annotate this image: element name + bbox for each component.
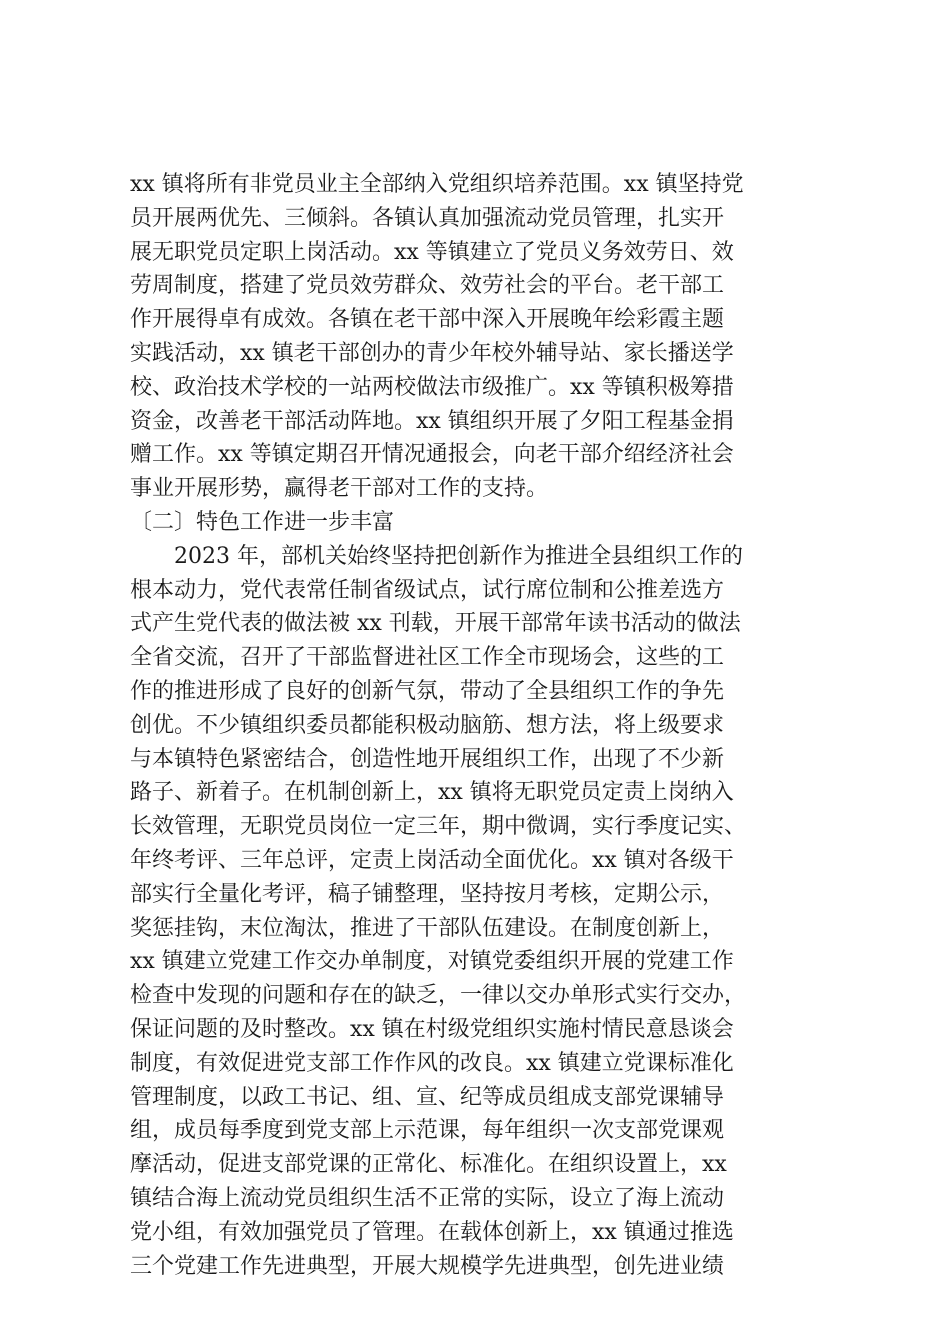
text-line: 校、政治技术学校的一站两校做法市级推广。xx 等镇积极筹措 — [130, 374, 734, 400]
text-line: xx 镇建立党建工作交办单制度，对镇党委组织开展的党建工作 — [130, 949, 734, 975]
text-line: 摩活动，促进支部党课的正常化、标准化。在组织设置上，xx — [130, 1152, 727, 1178]
text-line: 员开展两优先、三倾斜。各镇认真加强流动党员管理，扎实开 — [130, 205, 725, 231]
text-line: 部实行全量化考评，稿子铺整理，坚持按月考核，定期公示， — [130, 881, 725, 907]
text-line: 劳周制度，搭建了党员效劳群众、效劳社会的平台。老干部工 — [130, 273, 725, 299]
text-line: xx 镇将所有非党员业主全部纳入党组织培养范围。xx 镇坚持党 — [130, 172, 744, 197]
text-line: 制度，有效促进党支部工作作风的改良。xx 镇建立党课标准化 — [130, 1050, 734, 1076]
text-line: 三个党建工作先进典型，开展大规模学先进典型，创先进业绩 — [130, 1253, 725, 1279]
text-line: 2023 年，部机关始终坚持把创新作为推进全县组织工作的 — [130, 543, 743, 569]
text-line: 与本镇特色紧密结合，创造性地开展组织工作，出现了不少新 — [130, 746, 725, 772]
text-line: 年终考评、三年总评，定责上岗活动全面优化。xx 镇对各级干 — [130, 847, 734, 873]
text-line: 事业开展形势，赢得老干部对工作的支持。 — [130, 476, 549, 502]
text-line: 作的推进形成了良好的创新气氛，带动了全县组织工作的争先 — [130, 678, 725, 704]
document-body — [130, 168, 820, 1283]
text-line: 党小组，有效加强党员了管理。在载体创新上，xx 镇通过推选 — [130, 1219, 734, 1245]
text-line: 根本动力，党代表常任制省级试点，试行席位制和公推差选方 — [130, 577, 725, 603]
text-line: 组，成员每季度到党支部上示范课，每年组织一次支部党课观 — [130, 1118, 725, 1144]
text-line: 实践活动，xx 镇老干部创办的青少年校外辅导站、家长播送学 — [130, 340, 734, 366]
text-line: 展无职党员定职上岗活动。xx 等镇建立了党员义务效劳日、效 — [130, 239, 734, 265]
text-line: 全省交流，召开了干部监督进社区工作全市现场会，这些的工 — [130, 645, 725, 671]
text-line: 资金，改善老干部活动阵地。xx 镇组织开展了夕阳工程基金捐 — [130, 408, 734, 434]
section-heading — [130, 506, 820, 540]
section-heading-text: 〔二〕特色工作进一步丰富 — [130, 509, 395, 535]
text-line: 赠工作。xx 等镇定期召开情况通报会，向老干部介绍经济社会 — [130, 442, 734, 468]
text-line: 镇结合海上流动党员组织生活不正常的实际，设立了海上流动 — [130, 1185, 725, 1211]
text-line: 管理制度，以政工书记、组、宣、纪等成员组成支部党课辅导 — [130, 1084, 725, 1110]
text-line: 创优。不少镇组织委员都能积极动脑筋、想方法，将上级要求 — [130, 712, 725, 738]
text-line: 保证问题的及时整改。xx 镇在村级党组织实施村情民意恳谈会 — [130, 1016, 734, 1042]
text-line: 作开展得卓有成效。各镇在老干部中深入开展晚年绘彩霞主题 — [130, 307, 725, 333]
text-line: 式产生党代表的做法被 xx 刊载，开展干部常年读书活动的做法 — [130, 611, 741, 637]
text-line: 长效管理，无职党员岗位一定三年，期中微调，实行季度记实、 — [130, 814, 747, 840]
text-line: 路子、新着子。在机制创新上，xx 镇将无职党员定责上岗纳入 — [130, 780, 734, 806]
paragraph-2 — [130, 540, 820, 1284]
paragraph-1 — [130, 168, 820, 506]
text-line: 检查中发现的问题和存在的缺乏，一律以交办单形式实行交办， — [130, 983, 747, 1009]
text-line: 奖惩挂钩，末位淘汰，推进了干部队伍建设。在制度创新上， — [130, 915, 725, 941]
